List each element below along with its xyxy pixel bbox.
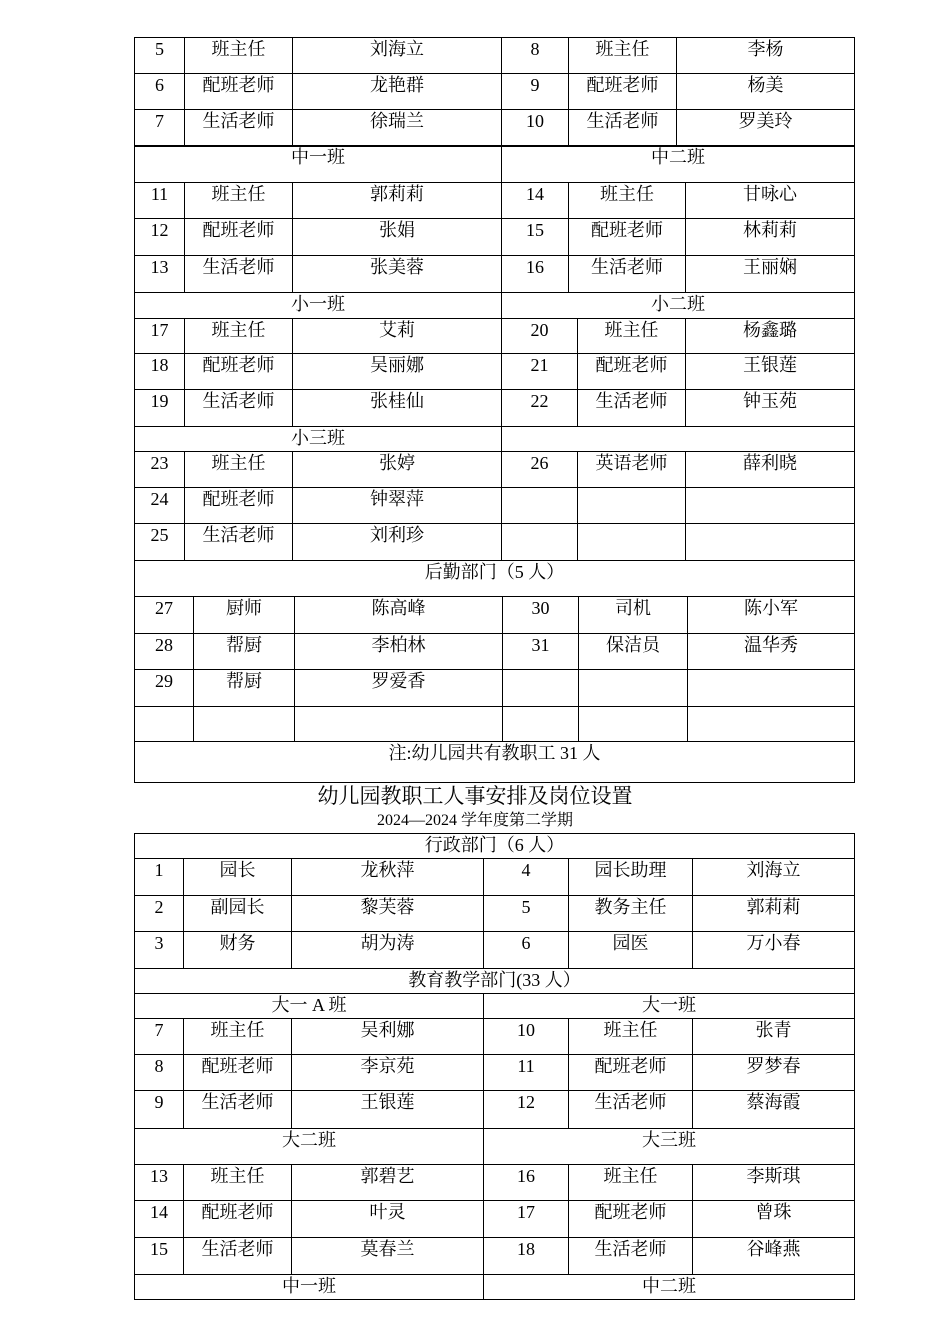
class-name: 大一 A 班 (135, 994, 484, 1019)
staff-role: 配班老师 (569, 74, 677, 110)
staff-role: 副园长 (184, 896, 292, 932)
staff-name: 黎芙蓉 (292, 896, 484, 932)
department-name: 后勤部门（5 人） (135, 561, 855, 597)
staff-no: 29 (135, 670, 194, 707)
logistics-table (134, 560, 855, 783)
staff-no: 15 (135, 1238, 184, 1275)
staff-name: 王银莲 (686, 354, 855, 390)
table-row (135, 319, 855, 354)
staff-name: 万小春 (693, 932, 855, 969)
staff-role: 生活老师 (569, 256, 686, 293)
staff-no: 17 (135, 319, 185, 354)
staff-name: 李柏林 (295, 634, 503, 670)
class-header-row (135, 146, 855, 183)
staff-role: 生活老师 (569, 1238, 693, 1275)
empty-cell (579, 670, 688, 707)
department-name: 教育教学部门(33 人） (135, 969, 855, 994)
staff-role: 生活老师 (184, 1238, 292, 1275)
table-row (135, 634, 855, 670)
class-name: 小三班 (135, 427, 502, 452)
staff-role: 班主任 (185, 452, 293, 488)
staff-no: 14 (135, 1201, 184, 1238)
empty-cell (502, 488, 578, 524)
table-row (135, 670, 855, 707)
table-row (135, 390, 855, 427)
staff-name: 张婷 (293, 452, 502, 488)
staff-role: 厨师 (194, 597, 295, 634)
staff-role: 园长助理 (569, 859, 693, 896)
table-row (135, 597, 855, 634)
staff-role: 生活老师 (578, 390, 686, 427)
staff-no: 4 (484, 859, 569, 896)
staff-no: 20 (502, 319, 578, 354)
staff-no: 16 (484, 1165, 569, 1201)
empty-cell (502, 524, 578, 561)
table-row (135, 38, 855, 74)
staff-name: 吴利娜 (292, 1019, 484, 1055)
staff-no: 18 (135, 354, 185, 390)
staff-role: 班主任 (185, 183, 293, 219)
staff-role: 班主任 (569, 1019, 693, 1055)
staff-name: 郭莉莉 (293, 183, 502, 219)
staff-role: 班主任 (569, 1165, 693, 1201)
staff-no: 24 (135, 488, 185, 524)
staff-no: 30 (503, 597, 579, 634)
class-header-row (135, 1275, 855, 1300)
department-header-row (135, 561, 855, 597)
table-row (135, 1165, 855, 1201)
staff-name: 李斯琪 (693, 1165, 855, 1201)
staff-no: 28 (135, 634, 194, 670)
staff-table-part1-zhong (134, 145, 855, 293)
staff-no: 6 (135, 74, 185, 110)
table-row (135, 74, 855, 110)
staff-no: 18 (484, 1238, 569, 1275)
staff-name: 温华秀 (688, 634, 855, 670)
staff-name: 李杨 (677, 38, 855, 74)
staff-no: 5 (135, 38, 185, 74)
staff-role: 配班老师 (578, 354, 686, 390)
staff-role: 生活老师 (185, 256, 293, 293)
staff-role: 班主任 (578, 319, 686, 354)
staff-role: 生活老师 (185, 524, 293, 561)
table-row (135, 488, 855, 524)
staff-no: 14 (502, 183, 569, 219)
table-row (135, 1201, 855, 1238)
staff-name: 叶灵 (292, 1201, 484, 1238)
staff-name: 刘利珍 (293, 524, 502, 561)
empty-cell (503, 707, 579, 742)
staff-name: 罗梦春 (693, 1055, 855, 1091)
staff-name: 陈高峰 (295, 597, 503, 634)
staff-role: 生活老师 (569, 1091, 693, 1129)
staff-no: 19 (135, 390, 185, 427)
staff-name: 张桂仙 (293, 390, 502, 427)
staff-role: 生活老师 (185, 110, 293, 147)
staff-no: 2 (135, 896, 184, 932)
staff-name: 杨鑫璐 (686, 319, 855, 354)
staff-no: 3 (135, 932, 184, 969)
staff-name: 刘海立 (693, 859, 855, 896)
staff-name: 龙秋萍 (292, 859, 484, 896)
table-row (135, 183, 855, 219)
empty-cell (688, 707, 855, 742)
class-header-row (135, 427, 855, 452)
staff-name: 罗美玲 (677, 110, 855, 147)
class-name: 大三班 (484, 1129, 855, 1165)
table-row (135, 932, 855, 969)
staff-no: 5 (484, 896, 569, 932)
staff-role: 帮厨 (194, 634, 295, 670)
empty-cell (295, 707, 503, 742)
staff-no: 26 (502, 452, 578, 488)
class-name: 大一班 (484, 994, 855, 1019)
staff-name: 谷峰燕 (693, 1238, 855, 1275)
class-name: 小一班 (135, 293, 502, 319)
staff-name: 艾莉 (293, 319, 502, 354)
staff-role: 配班老师 (185, 488, 293, 524)
staff-name: 罗爱香 (295, 670, 503, 707)
staff-name: 吴丽娜 (293, 354, 502, 390)
staff-no: 15 (502, 219, 569, 256)
empty-cell (688, 670, 855, 707)
staff-no: 27 (135, 597, 194, 634)
staff-no: 10 (502, 110, 569, 147)
class-name: 中一班 (135, 146, 502, 183)
department-header-row (135, 834, 855, 859)
staff-name: 张美蓉 (293, 256, 502, 293)
table-row (135, 1091, 855, 1129)
empty-cell (135, 707, 194, 742)
table-row (135, 354, 855, 390)
staff-name: 钟翠萍 (293, 488, 502, 524)
staff-total-note: 注:幼儿园共有教职工 31 人 (135, 742, 855, 783)
staff-name: 李京苑 (292, 1055, 484, 1091)
staff-no: 11 (135, 183, 185, 219)
staff-table-part2 (134, 833, 855, 1300)
class-name: 大二班 (135, 1129, 484, 1165)
staff-role: 班主任 (185, 38, 293, 74)
staff-name: 薛利晓 (686, 452, 855, 488)
staff-name: 甘咏心 (686, 183, 855, 219)
staff-name: 徐瑞兰 (293, 110, 502, 147)
empty-cell (578, 488, 686, 524)
table-row (135, 1055, 855, 1091)
class-name: 中二班 (502, 146, 855, 183)
staff-role: 配班老师 (185, 354, 293, 390)
staff-no: 23 (135, 452, 185, 488)
empty-cell (503, 670, 579, 707)
table-row (135, 219, 855, 256)
staff-name: 张青 (693, 1019, 855, 1055)
staff-no: 13 (135, 256, 185, 293)
staff-name: 张娟 (293, 219, 502, 256)
staff-no: 21 (502, 354, 578, 390)
staff-role: 配班老师 (185, 74, 293, 110)
staff-role: 班主任 (569, 38, 677, 74)
table-row (135, 256, 855, 293)
staff-name: 蔡海霞 (693, 1091, 855, 1129)
class-header-row (135, 1129, 855, 1165)
staff-role: 园长 (184, 859, 292, 896)
semester-subtitle: 2024—2024 学年度第二学期 (376, 812, 573, 829)
staff-role: 生活老师 (184, 1091, 292, 1129)
staff-name: 陈小军 (688, 597, 855, 634)
staff-no: 6 (484, 932, 569, 969)
staff-no: 1 (135, 859, 184, 896)
class-header-row (135, 293, 855, 319)
staff-no: 12 (484, 1091, 569, 1129)
staff-role: 司机 (579, 597, 688, 634)
empty-cell (578, 524, 686, 561)
table-row (135, 707, 855, 742)
department-header-row (135, 969, 855, 994)
class-header-row (135, 994, 855, 1019)
staff-role: 园医 (569, 932, 693, 969)
table-row (135, 859, 855, 896)
staff-name: 曾珠 (693, 1201, 855, 1238)
table-row (135, 1019, 855, 1055)
staff-role: 财务 (184, 932, 292, 969)
staff-role: 班主任 (185, 319, 293, 354)
note-row (135, 742, 855, 783)
staff-name: 王丽娴 (686, 256, 855, 293)
staff-name: 龙艳群 (293, 74, 502, 110)
staff-name: 刘海立 (293, 38, 502, 74)
staff-name: 王银莲 (292, 1091, 484, 1129)
staff-role: 英语老师 (578, 452, 686, 488)
staff-name: 林莉莉 (686, 219, 855, 256)
table-row (135, 110, 855, 147)
staff-no: 11 (484, 1055, 569, 1091)
staff-table-part1-xiao (134, 292, 855, 561)
staff-role: 配班老师 (569, 219, 686, 256)
staff-name: 郭碧艺 (292, 1165, 484, 1201)
empty-cell (686, 488, 855, 524)
empty-cell (579, 707, 688, 742)
staff-table-part1 (134, 37, 855, 147)
staff-no: 16 (502, 256, 569, 293)
staff-name: 钟玉苑 (686, 390, 855, 427)
staff-no: 22 (502, 390, 578, 427)
staff-no: 13 (135, 1165, 184, 1201)
staff-no: 25 (135, 524, 185, 561)
staff-no: 9 (135, 1091, 184, 1129)
department-name: 行政部门（6 人） (135, 834, 855, 859)
staff-name: 莫春兰 (292, 1238, 484, 1275)
staff-role: 配班老师 (569, 1055, 693, 1091)
table-row (135, 524, 855, 561)
staff-name: 杨美 (677, 74, 855, 110)
staff-role: 班主任 (184, 1165, 292, 1201)
staff-no: 7 (135, 1019, 184, 1055)
staff-role: 保洁员 (579, 634, 688, 670)
class-name: 中一班 (135, 1275, 484, 1300)
staff-no: 8 (502, 38, 569, 74)
staff-no: 17 (484, 1201, 569, 1238)
staff-role: 配班老师 (184, 1055, 292, 1091)
staff-role: 配班老师 (184, 1201, 292, 1238)
staff-name: 郭莉莉 (693, 896, 855, 932)
staff-no: 10 (484, 1019, 569, 1055)
table-row (135, 896, 855, 932)
staff-no: 31 (503, 634, 579, 670)
table-row (135, 452, 855, 488)
empty-cell (502, 427, 855, 452)
class-name: 小二班 (502, 293, 855, 319)
staff-no: 7 (135, 110, 185, 147)
class-name: 中二班 (484, 1275, 855, 1300)
staff-role: 配班老师 (185, 219, 293, 256)
staff-role: 帮厨 (194, 670, 295, 707)
staff-role: 教务主任 (569, 896, 693, 932)
staff-name: 胡为涛 (292, 932, 484, 969)
empty-cell (194, 707, 295, 742)
empty-cell (686, 524, 855, 561)
staff-role: 生活老师 (569, 110, 677, 147)
staff-role: 配班老师 (569, 1201, 693, 1238)
staff-no: 8 (135, 1055, 184, 1091)
staff-role: 班主任 (184, 1019, 292, 1055)
staff-role: 班主任 (569, 183, 686, 219)
page-title: 幼儿园教职工人事安排及岗位设置 (317, 784, 633, 808)
staff-role: 生活老师 (185, 390, 293, 427)
staff-no: 9 (502, 74, 569, 110)
staff-no: 12 (135, 219, 185, 256)
table-row (135, 1238, 855, 1275)
